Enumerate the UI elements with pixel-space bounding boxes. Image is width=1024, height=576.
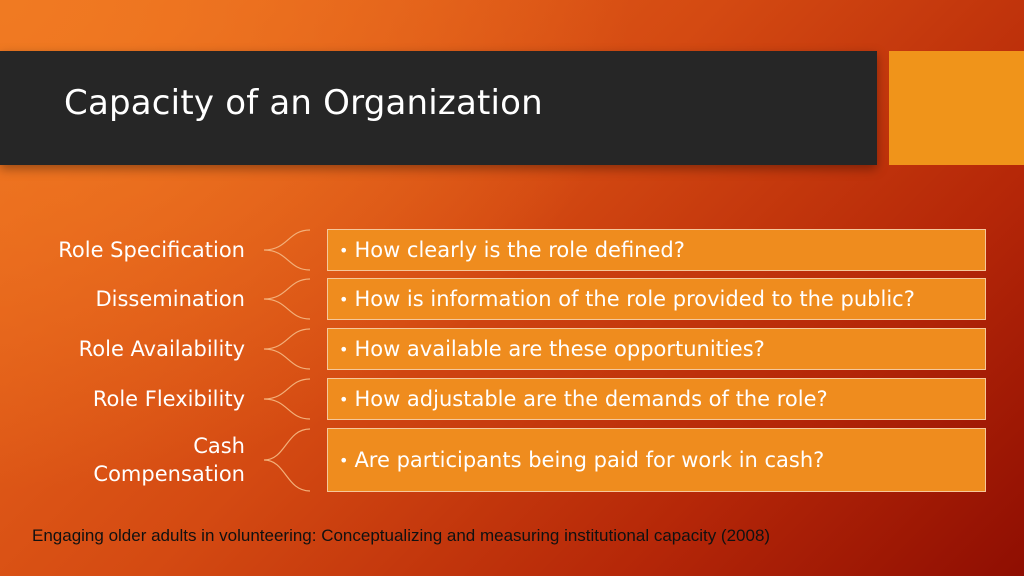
bullet-icon: •	[339, 450, 349, 470]
slide-title: Capacity of an Organization	[64, 83, 543, 123]
question-text: How clearly is the role defined?	[354, 238, 685, 262]
question-text: How available are these opportunities?	[354, 337, 765, 361]
row-label: Role Flexibility	[92, 387, 245, 411]
bullet-icon: •	[339, 240, 349, 260]
bullet-icon: •	[339, 389, 349, 409]
question-text: How adjustable are the demands of the role?	[354, 387, 828, 411]
bracket-icon	[262, 327, 312, 371]
question-text: How is information of the role provided to the public?	[354, 287, 915, 311]
question-text: Are participants being paid for work in cash?	[354, 448, 825, 472]
row-label: Role Availability	[78, 337, 245, 361]
bracket-icon	[262, 228, 312, 272]
row-label: Dissemination	[95, 287, 245, 311]
bullet-icon: •	[339, 289, 349, 309]
row-label: Role Specification	[58, 238, 245, 262]
bracket-icon	[262, 277, 312, 321]
bracket-icon	[262, 377, 312, 421]
bracket-icon	[262, 427, 312, 493]
question-box	[327, 378, 986, 420]
bullet-icon: •	[339, 339, 349, 359]
question-box	[327, 328, 986, 370]
question-box	[327, 278, 986, 320]
row-label: Cash Compensation	[93, 434, 245, 486]
accent-square	[889, 51, 1024, 165]
question-box	[327, 428, 986, 492]
question-box	[327, 229, 986, 271]
citation-footer: Engaging older adults in volunteering: Conceptualizing and measuring institutional capacity (2008)	[32, 526, 771, 545]
